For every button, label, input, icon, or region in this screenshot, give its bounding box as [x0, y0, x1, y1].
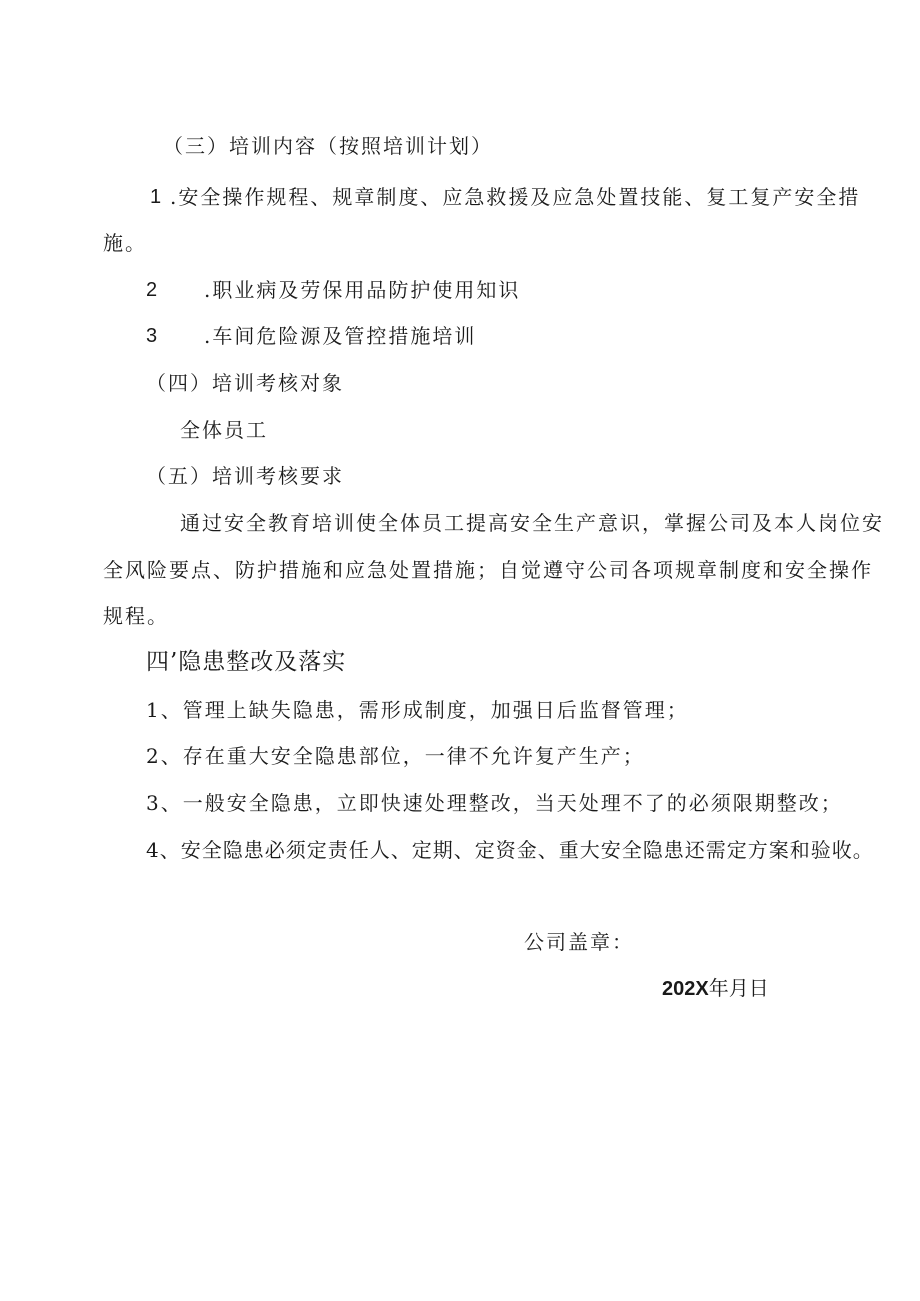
chapter-4-item-4: 4、安全隐患必须定责任人、定期、定资金、重大安全隐患还需定方案和验收。 [146, 838, 874, 862]
section-5-para-line-2: 全风险要点、防护措施和应急处置措施；自觉遵守公司各项规章制度和安全操作 [103, 558, 873, 582]
item-1-number: 1 [150, 186, 162, 208]
item-1-line-2: 施。 [103, 231, 147, 255]
section-4-heading: （四）培训考核对象 [146, 371, 344, 395]
item-2-text: .职业病及劳保用品防护使用知识 [204, 278, 521, 302]
date-suffix: 年月日 [708, 976, 769, 1000]
item-3-text: .车间危险源及管控措施培训 [204, 324, 477, 348]
section-5-para-line-1: 通过安全教育培训使全体员工提高安全生产意识，掌握公司及本人岗位安 [180, 511, 884, 535]
section-5-para-line-3: 规程。 [103, 604, 169, 628]
chapter-4-heading: 四’隐患整改及落实 [146, 649, 347, 675]
date-year: 202X [662, 978, 709, 1000]
company-seal-label: 公司盖章： [524, 930, 634, 954]
chapter-4-item-3: 3、一般安全隐患，立即快速处理整改，当天处理不了的必须限期整改； [146, 791, 843, 815]
chapter-4-item-1: 1、管理上缺失隐患，需形成制度，加强日后监督管理； [146, 698, 689, 722]
signature-date [662, 978, 769, 999]
chapter-4-item-2: 2、存在重大安全隐患部位，一律不允许复产生产； [146, 744, 645, 768]
item-2-number: 2 [146, 279, 158, 301]
item-3-number: 3 [146, 325, 158, 347]
section-5-heading: （五）培训考核要求 [146, 464, 344, 488]
section-4-body: 全体员工 [180, 418, 268, 442]
section-3-heading: （三）培训内容（按照培训计划） [163, 134, 493, 158]
item-1-line-1: .安全操作规程、规章制度、应急救援及应急处置技能、复工复产安全措 [170, 185, 861, 209]
